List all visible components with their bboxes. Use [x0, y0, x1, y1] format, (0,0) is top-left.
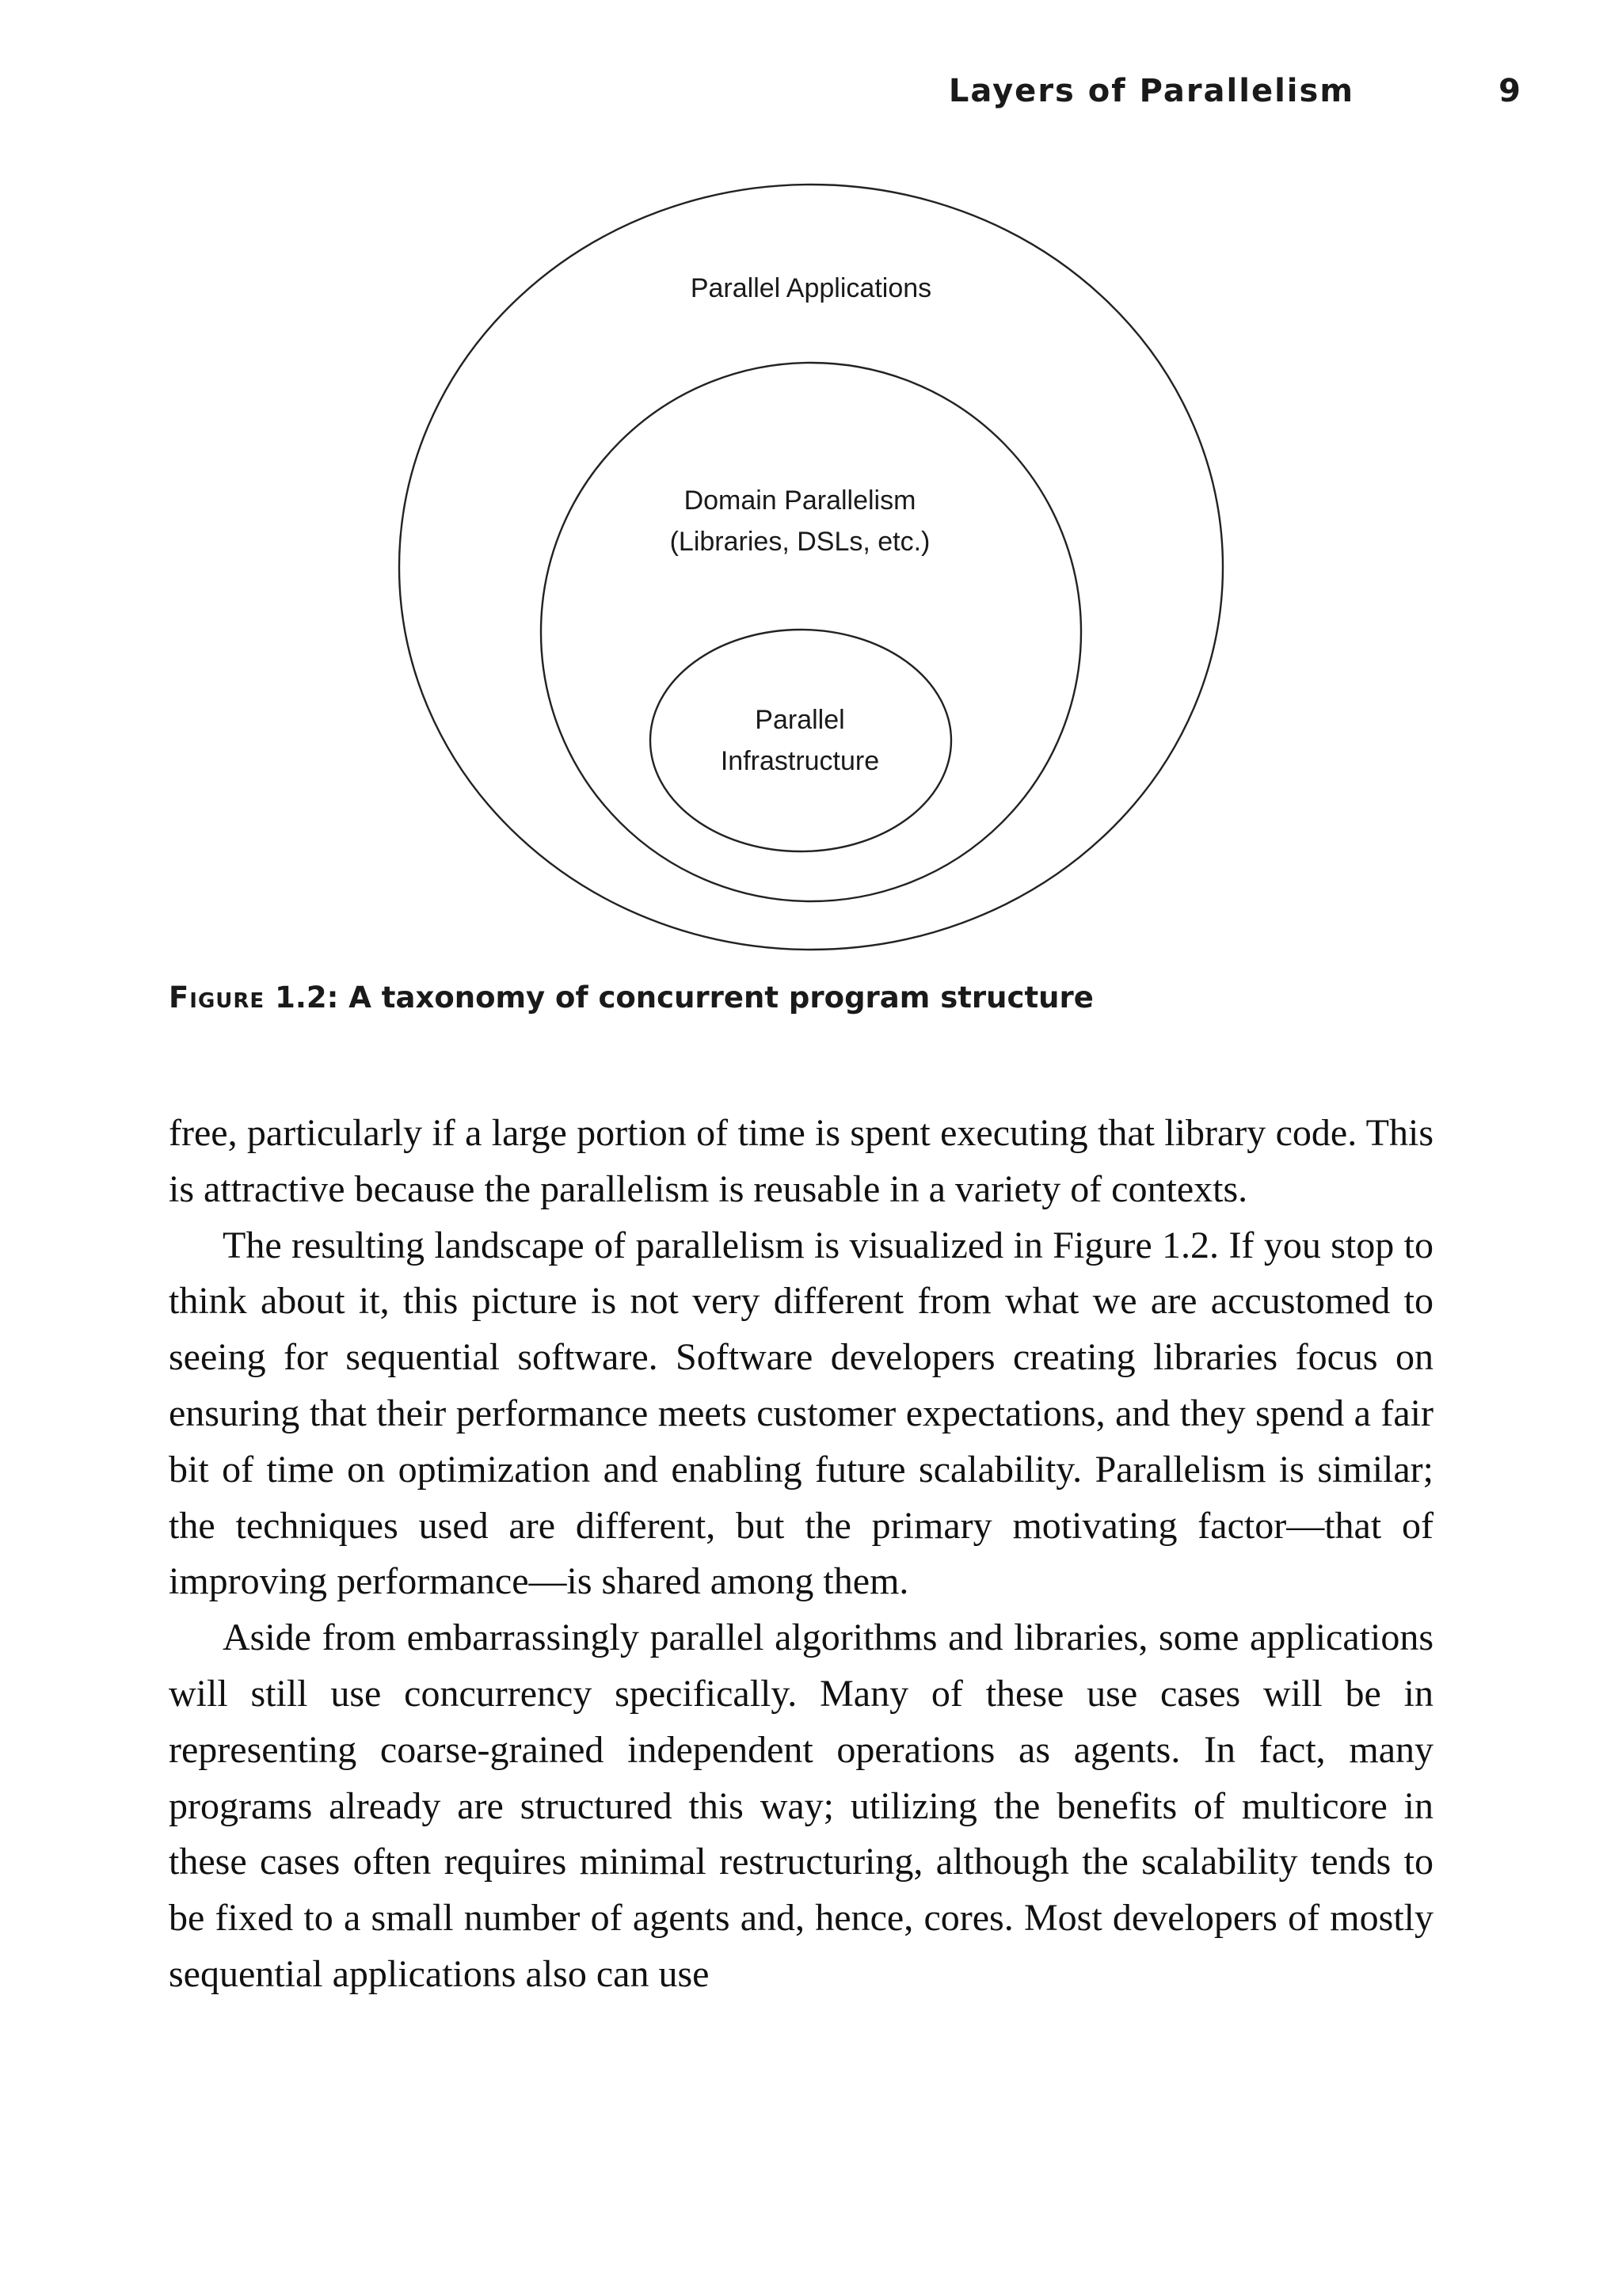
middle-circle	[541, 363, 1081, 901]
page-number: 9	[1498, 73, 1521, 109]
running-title: Layers of Parallelism	[948, 73, 1354, 109]
caption-figure-word: Figure	[169, 980, 265, 1015]
body-text	[169, 1106, 1434, 2003]
infrastructure-label: Infrastructure	[720, 746, 880, 776]
caption-text: 1.2: A taxonomy of concurrent program structure	[265, 980, 1094, 1015]
paragraph: Aside from embarrassingly parallel algorithms and libraries, some applications will still use concurrency specifically. Many of these use cases will be in representing coarse-grained independent operations as agents. In fact, many programs already are structured this way; utilizing the benefits of multicore in these cases often requires minimal restructuring, although the scalability tends to be fixed to a small number of agents and, hence, cores. Most developers of mostly sequential applications also can use	[169, 1616, 1434, 1995]
figure-caption	[169, 980, 1094, 1015]
parallel-label: Parallel	[755, 705, 845, 735]
parallel-applications-label: Parallel Applications	[690, 273, 932, 303]
taxonomy-figure	[0, 0, 1622, 966]
paragraph: free, particularly if a large portion of time is spent executing that library code. This is attractive because the parallelism is reusable in a variety of contexts.	[169, 1112, 1434, 1210]
inner-circle-label	[681, 699, 919, 782]
outer-circle-label	[653, 268, 969, 309]
middle-circle-label	[626, 480, 974, 562]
domain-parallelism-label: Domain Parallelism	[683, 485, 916, 516]
libraries-dsls-label: (Libraries, DSLs, etc.)	[669, 527, 931, 557]
paragraph: The resulting landscape of parallelism is visualized in Figure 1.2. If you stop to think about it, this picture is not very different from what we are accustomed to seeing for sequential software. Software developers creating libraries focus on ensuring that their performance meets customer expectations, and they spend a fair bit of time on optimization and enabling future scalability. Parallelism is similar; the techniques used are different, but the primary motivating factor—that of improving performance—is shared among them.	[169, 1224, 1434, 1603]
